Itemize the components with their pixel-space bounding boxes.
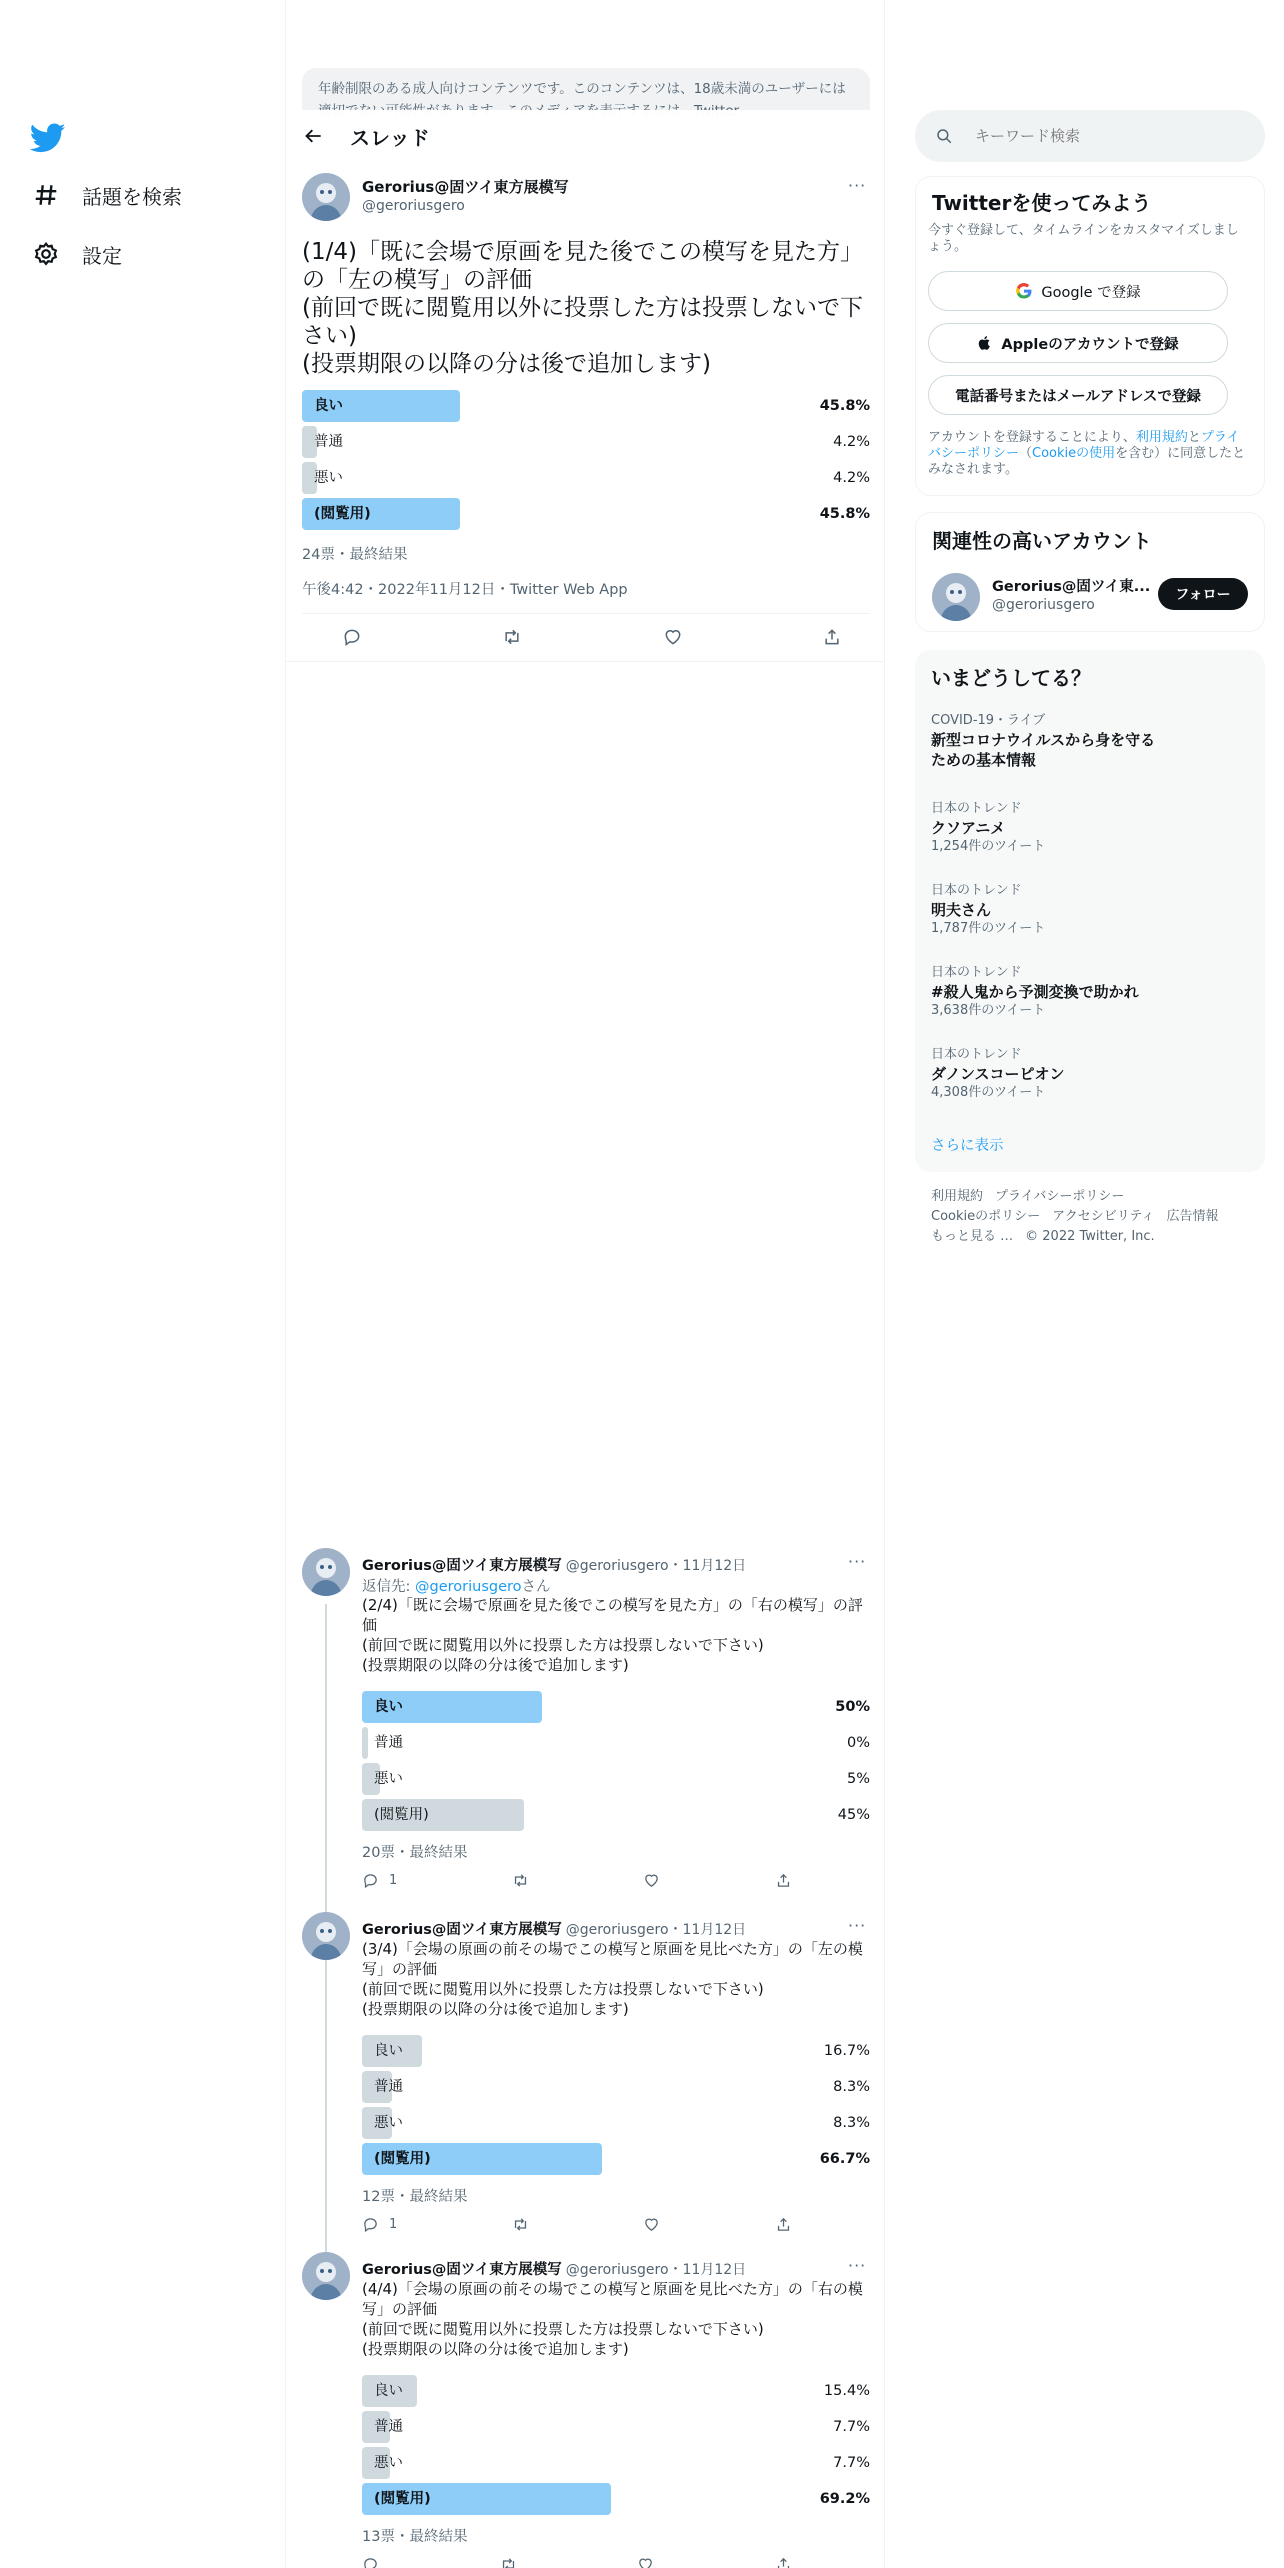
poll-option xyxy=(362,2071,870,2103)
poll-option-label: 普通 xyxy=(374,2419,403,2435)
author-name[interactable]: Gerorius@固ツイ東方展模写 xyxy=(362,178,569,196)
poll-option-label: 悪い xyxy=(374,2455,403,2471)
poll-option-percent: 5% xyxy=(846,1771,870,1787)
poll-option-percent: 8.3% xyxy=(833,2115,870,2131)
thread-header xyxy=(286,110,884,162)
right-sidebar xyxy=(915,0,1265,2568)
avatar[interactable] xyxy=(932,573,980,621)
poll-option-label: (閲覧用) xyxy=(314,506,371,522)
tweet-actions xyxy=(362,2216,792,2233)
related-account-name[interactable]: Gerorius@固ツイ東... xyxy=(992,579,1151,595)
legal-text: と xyxy=(1187,430,1201,445)
gear-icon xyxy=(32,240,60,268)
poll-option-label: 悪い xyxy=(374,1771,403,1787)
poll-option-percent: 7.7% xyxy=(833,2455,870,2471)
trend-count: 1,787件のツイート xyxy=(931,921,1046,936)
footer-links xyxy=(931,1187,1230,1247)
tweet-header xyxy=(362,1918,746,1939)
poll-option xyxy=(362,1727,870,1759)
retweet-icon xyxy=(512,2216,529,2233)
share-icon xyxy=(775,2216,792,2233)
poll-option-percent: 0% xyxy=(846,1735,870,1751)
retweet-button[interactable] xyxy=(501,627,523,647)
avatar[interactable] xyxy=(302,2252,350,2300)
share-button[interactable] xyxy=(822,627,842,647)
replying-to-prefix: 返信先: xyxy=(362,1579,415,1595)
avatar[interactable] xyxy=(302,173,350,221)
trend-title: クソアニメ xyxy=(931,819,1006,837)
trend-title: ダノンスコーピオン xyxy=(931,1065,1065,1083)
left-nav xyxy=(0,0,285,2568)
reply-icon xyxy=(362,1872,379,1889)
twitter-logo-icon[interactable] xyxy=(30,120,66,156)
poll-option xyxy=(302,390,870,422)
trend-count: 4,308件のツイート xyxy=(931,1085,1046,1100)
retweet-icon xyxy=(512,1872,529,1889)
trend-item[interactable] xyxy=(931,712,1251,770)
poll-option-percent: 45.8% xyxy=(819,398,870,414)
more-options-icon[interactable]: ··· xyxy=(848,1552,867,1571)
related-accounts-card xyxy=(915,512,1265,632)
nav-explore[interactable] xyxy=(32,177,182,213)
share-icon xyxy=(822,627,842,647)
share-icon xyxy=(775,1872,792,1889)
poll-option xyxy=(362,2143,870,2175)
divider xyxy=(286,661,884,662)
poll-option-percent: 16.7% xyxy=(823,2043,870,2059)
trend-context: 日本のトレンド xyxy=(931,965,1022,980)
footer-more[interactable]: もっと見る … xyxy=(931,1229,1014,1244)
google-signup-button[interactable] xyxy=(928,271,1228,311)
signup-subtitle: 今すぐ登録して、タイムラインをカスタマイズしましょう。 xyxy=(928,223,1239,254)
reply-button[interactable] xyxy=(342,627,362,647)
retweet-button[interactable] xyxy=(512,2216,529,2233)
legal-text: アカウントを登録することにより、 xyxy=(928,430,1136,445)
trend-context: COVID-19・ライブ xyxy=(931,713,1046,728)
trends-title: いまどうしてる？ xyxy=(931,666,1091,690)
reply-icon xyxy=(342,627,362,647)
footer-copyright: © 2022 Twitter, Inc. xyxy=(1025,1229,1155,1244)
footer-privacy[interactable]: プライバシーポリシー xyxy=(995,1189,1125,1204)
reply-button[interactable] xyxy=(362,2216,397,2233)
phone-email-signup-button[interactable] xyxy=(928,375,1228,415)
trend-context: 日本のトレンド xyxy=(931,883,1022,898)
retweet-icon xyxy=(500,2556,517,2568)
search-icon xyxy=(935,127,953,145)
trend-title: #殺人鬼から予測変換で助かれ xyxy=(931,983,1139,1001)
avatar[interactable] xyxy=(302,1912,350,1960)
trends-card xyxy=(915,650,1265,1172)
poll-option xyxy=(302,462,870,494)
poll-option-label: (閲覧用) xyxy=(374,2491,431,2507)
signup-title: Twitterを使ってみよう xyxy=(932,191,1152,215)
poll-option-percent: 4.2% xyxy=(833,434,870,450)
signup-card xyxy=(915,176,1265,496)
more-options-icon[interactable]: ··· xyxy=(848,176,867,195)
apple-signup-label: Appleのアカウントで登録 xyxy=(1001,336,1179,353)
back-arrow-icon xyxy=(304,126,324,146)
replying-to xyxy=(362,1575,551,1596)
reply-icon xyxy=(362,2556,379,2568)
tweet-header xyxy=(362,2258,746,2279)
main-column xyxy=(285,0,885,2568)
tweet-text: (2/4)「既に会場で原画を見た後でこの模写を見た方」の「右の模写」の評価 (前回で既に閲覧用以外に投票した方は投票しないで下さい) (投票期限の以降の分は後で追加します) xyxy=(362,1596,863,1674)
tweet-text: (4/4)「会場の原画の前その場でこの模写と原画を見比べた方」の「右の模写」の評価 (前回で既に閲覧用以外に投票した方は投票しないで下さい) (投票期限の以降の分は後で追加します) xyxy=(362,2280,863,2358)
poll-option-percent: 45.8% xyxy=(819,506,870,522)
tweet-text: (1/4)「既に会場で原画を見た後でこの模写を見た方」の「左の模写」の評価 (前回で既に閲覧用以外に投票した方は投票しないで下さい) (投票期限の以降の分は後で追加します) xyxy=(302,239,863,377)
poll-option xyxy=(362,2375,870,2407)
more-options-icon[interactable]: ··· xyxy=(848,2256,867,2275)
author-handle-date[interactable]: @geroriusgero・11月12日 xyxy=(565,1922,747,1938)
poll-option xyxy=(302,498,870,530)
poll-option-percent: 15.4% xyxy=(823,2383,870,2399)
legal-text: （ xyxy=(1019,446,1033,461)
share-button[interactable] xyxy=(775,1872,792,1889)
heart-icon xyxy=(643,2216,660,2233)
replying-to-suffix: さん xyxy=(521,1579,551,1595)
poll-option-label: 良い xyxy=(374,2043,403,2059)
heart-icon xyxy=(663,627,683,647)
share-button[interactable] xyxy=(775,2556,792,2568)
avatar[interactable] xyxy=(302,1548,350,1596)
poll-option xyxy=(362,2447,870,2479)
cookie-link[interactable]: Cookieの使用 xyxy=(1032,446,1116,461)
trend-item[interactable] xyxy=(931,800,1251,856)
trend-title: 新型コロナウイルスから身を守るための基本情報 xyxy=(931,731,1156,769)
tweet-header xyxy=(362,1554,746,1575)
poll-option-label: 良い xyxy=(314,398,343,414)
author-name[interactable]: Gerorius@固ツイ東方展模写 xyxy=(362,1558,562,1574)
terms-link[interactable]: 利用規約 xyxy=(1135,430,1188,445)
poll-option-label: 普通 xyxy=(374,1735,403,1751)
trend-item[interactable] xyxy=(931,1046,1251,1102)
tweet-actions xyxy=(342,627,842,647)
share-button[interactable] xyxy=(775,2216,792,2233)
poll-option xyxy=(302,426,870,458)
author-name[interactable]: Gerorius@固ツイ東方展模写 xyxy=(362,2262,562,2278)
nav-settings-label: 設定 xyxy=(82,243,122,268)
footer-terms[interactable]: 利用規約 xyxy=(931,1189,984,1204)
apple-icon xyxy=(977,334,993,352)
poll-option xyxy=(362,1691,870,1723)
footer-cookie[interactable]: Cookieのポリシー xyxy=(931,1209,1041,1224)
trend-item[interactable] xyxy=(931,882,1251,938)
retweet-button[interactable] xyxy=(500,2556,517,2568)
poll-option-label: 普通 xyxy=(374,2079,403,2095)
trend-context: 日本のトレンド xyxy=(931,1047,1022,1062)
replying-to-handle[interactable]: @geroriusgero xyxy=(415,1579,522,1595)
privacy-link[interactable]: プライバシーポリシー xyxy=(928,430,1240,461)
related-title: 関連性の高いアカウント xyxy=(932,529,1152,553)
trend-count: 1,254件のツイート xyxy=(931,839,1046,854)
poll-option-percent: 45% xyxy=(837,1807,870,1823)
poll-option xyxy=(362,1799,870,1831)
poll-option-label: 普通 xyxy=(314,434,343,450)
poll-option-label: 良い xyxy=(374,1699,403,1715)
poll-votes: 12票・最終結果 xyxy=(362,2189,468,2205)
retweet-icon xyxy=(501,627,523,647)
poll-option-percent: 7.7% xyxy=(833,2419,870,2435)
tweet-timestamp[interactable]: 午後4:42・2022年11月12日・Twitter Web App xyxy=(302,582,628,598)
heart-icon xyxy=(643,1872,660,1889)
trend-context: 日本のトレンド xyxy=(931,801,1022,816)
poll-option-label: 悪い xyxy=(314,470,343,486)
poll-option xyxy=(362,2035,870,2067)
poll-option-percent: 66.7% xyxy=(819,2151,870,2167)
poll-option-label: 悪い xyxy=(374,2115,403,2131)
apple-signup-button[interactable] xyxy=(928,323,1228,363)
author-handle-date[interactable]: @geroriusgero・11月12日 xyxy=(565,1558,747,1574)
show-more-link[interactable]: さらに表示 xyxy=(931,1138,1004,1154)
search-input[interactable] xyxy=(975,127,1235,145)
footer-ads[interactable]: 広告情報 xyxy=(1166,1209,1219,1224)
hashtag-icon xyxy=(32,181,60,209)
nav-explore-label: 話題を検索 xyxy=(82,184,182,209)
like-button[interactable] xyxy=(663,627,683,647)
tweet-text: (3/4)「会場の原画の前その場でこの模写と原画を見比べた方」の「左の模写」の評価 (前回で既に閲覧用以外に投票した方は投票しないで下さい) (投票期限の以降の分は後で追加します) xyxy=(362,1940,863,2018)
phone-signup-label: 電話番号またはメールアドレスで登録 xyxy=(955,388,1201,405)
nav-settings[interactable] xyxy=(32,236,122,272)
footer-accessibility[interactable]: アクセシビリティ xyxy=(1052,1209,1155,1224)
legal-text: を含む）に同意したとみなされます。 xyxy=(928,446,1246,477)
poll-option xyxy=(362,2411,870,2443)
share-icon xyxy=(775,2556,792,2568)
poll-votes: 20票・最終結果 xyxy=(362,1845,468,1861)
like-button[interactable] xyxy=(643,2216,660,2233)
signup-legal xyxy=(928,430,1250,478)
poll-option-label: (閲覧用) xyxy=(374,2151,431,2167)
like-button[interactable] xyxy=(637,2556,654,2568)
poll-option xyxy=(362,2107,870,2139)
page-title: スレッド xyxy=(350,125,430,150)
reply-button[interactable] xyxy=(362,2556,379,2568)
heart-icon xyxy=(637,2556,654,2568)
tweet-actions xyxy=(362,2556,792,2568)
tweet-actions xyxy=(362,1872,792,1889)
author-handle-date[interactable]: @geroriusgero・11月12日 xyxy=(565,2262,747,2278)
google-signup-label: Google で登録 xyxy=(1041,284,1141,301)
reply-button[interactable] xyxy=(362,1872,397,1889)
poll-option-percent: 69.2% xyxy=(819,2491,870,2507)
reply-count: 1 xyxy=(389,1873,398,1888)
trend-count: 3,638件のツイート xyxy=(931,1003,1046,1018)
poll-votes: 13票・最終結果 xyxy=(362,2529,468,2545)
poll-votes: 24票・最終結果 xyxy=(302,547,408,563)
back-button[interactable] xyxy=(286,126,342,146)
poll-option-percent: 50% xyxy=(835,1699,870,1715)
poll-option-percent: 8.3% xyxy=(833,2079,870,2095)
poll-option xyxy=(362,1763,870,1795)
search-box[interactable] xyxy=(915,110,1265,162)
related-account-handle[interactable]: @geroriusgero xyxy=(992,597,1095,613)
divider xyxy=(302,613,870,614)
follow-button[interactable]: フォロー xyxy=(1158,578,1248,610)
google-icon xyxy=(1015,282,1033,300)
retweet-button[interactable] xyxy=(512,1872,529,1889)
more-options-icon[interactable]: ··· xyxy=(848,1916,867,1935)
warning-text: 年齢制限のある成人向けコンテンツです。このコンテンツは、18歳未満のユーザーには xyxy=(318,81,846,97)
poll-option-label: (閲覧用) xyxy=(374,1807,429,1823)
trend-item[interactable] xyxy=(931,964,1251,1020)
trend-title: 明夫さん xyxy=(931,901,992,919)
poll-option-percent: 4.2% xyxy=(833,470,870,486)
reply-count: 1 xyxy=(389,2217,398,2232)
reply-icon xyxy=(362,2216,379,2233)
like-button[interactable] xyxy=(643,1872,660,1889)
author-name[interactable]: Gerorius@固ツイ東方展模写 xyxy=(362,1922,562,1938)
poll-option-label: 良い xyxy=(374,2383,403,2399)
poll-option xyxy=(362,2483,870,2515)
poll-bar xyxy=(362,1727,368,1759)
author-handle[interactable]: @geroriusgero xyxy=(362,198,465,214)
